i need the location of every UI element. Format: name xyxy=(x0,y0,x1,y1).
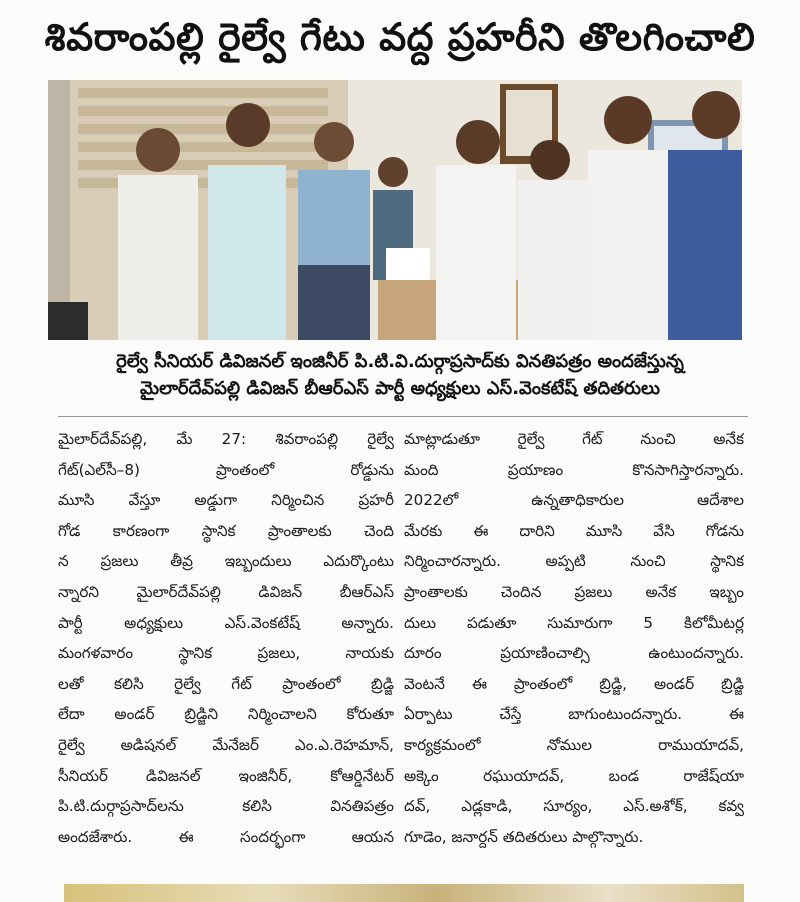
text-line: 2022లో ఉన్నతాధికారుల ఆదేశాల xyxy=(404,491,744,510)
text-line: అందజేశారు. ఈ సందర్భంగా ఆయన xyxy=(58,827,394,846)
text-line: దూరం ప్రయాణించాల్సి ఉంటుందన్నారు. xyxy=(404,644,744,663)
text-line: ప్రాంతాలకు చెందిన ప్రజలు అనేక ఇబ్బం xyxy=(404,582,744,601)
group-handing-over-memorandum-photo xyxy=(48,80,742,340)
text-line: న్నారని మైలార్‌దేవ్‌పల్లి డివిజన్ బీఆర్ఎస్ xyxy=(58,582,394,601)
photo-caption xyxy=(40,348,760,402)
news-photo xyxy=(48,80,742,340)
text-line: మేరకు ఈ దారిని మూసి వేసి గోడను xyxy=(404,521,744,540)
text-line: మైలార్‌దేవ్‌పల్లి, మే 27: శివరాంపల్లి రైల్వే xyxy=(58,430,394,448)
divider-line xyxy=(58,416,748,417)
caption-line-2: మైలార్‌దేవ్‌పల్లి డివిజన్ బీఆర్ఎస్ పార్టీ అధ్యక్షులు ఎస్.వెంకటేష్ తదితరులు xyxy=(140,378,660,399)
text-line: నిర్మించారన్నారు. అప్పటి నుంచి స్థానిక xyxy=(404,552,744,571)
text-line: పార్టీ అధ్యక్షులు ఎస్.వెంకటేష్ అన్నారు. xyxy=(58,613,394,632)
text-line: ఏర్పాటు చేస్తే బాగుంటుందన్నారు. ఈ xyxy=(404,705,744,724)
text-line: మంది ప్రయాణం కొనసాగిస్తారన్నారు. xyxy=(404,460,744,479)
text-line: రైల్వే అడిషనల్ మేనేజర్ ఎం.ఎ.రెహమాన్, xyxy=(58,735,394,754)
caption-line-1: రైల్వే సీనియర్ డివిజనల్ ఇంజినీర్ పి.టి.వి.దుర్గాప్రసాద్‌కు వినతిపత్రం అందజేస్తున్న xyxy=(116,351,684,372)
text-line: కార్యక్రమంలో నోముల రాముయాదవ్, xyxy=(404,735,744,754)
text-line: గోడ కారణంగా స్థానిక ప్రాంతాలకు చెంది xyxy=(58,521,394,540)
text-line: దవ్, ఎడ్లకాడి, సూర్యం, ఎస్.అశోక్, కవ్వ xyxy=(404,797,744,816)
text-line: మాట్లాడుతూ రైల్వే గేట్ నుంచి అనేక xyxy=(404,430,744,448)
text-line: సీనియర్ డివిజనల్ ఇంజినీర్, కోఆర్డినేటర్ xyxy=(58,766,394,785)
text-line: అక్కెం రఘుయాదవ్, బండ రాజేష్‌యా xyxy=(404,766,744,785)
text-line: లతో కలిసి రైల్వే గేట్ ప్రాంతంలో బ్రిడ్జి xyxy=(58,674,394,693)
text-line: గూడెం, జనార్దన్ తదితరులు పాల్గొన్నారు. xyxy=(404,827,644,846)
article-column-right xyxy=(404,424,744,852)
article-column-left xyxy=(58,424,394,852)
text-line: న ప్రజలు తీవ్ర ఇబ్బందులు ఎదుర్కొంటు xyxy=(58,552,394,571)
text-line: గేట్(ఎల్‌సీ–8) ప్రాంతంలో రోడ్డును xyxy=(58,460,394,479)
text-line: దులు పడుతూ సుమారుగా 5 కిలోమీటర్ల xyxy=(404,613,744,632)
headline: శివరాంపల్లి రైల్వే గేటు వద్ద ప్రహరీని తొలగించాలి xyxy=(44,15,756,59)
text-line: వెంటనే ఈ ప్రాంతంలో బ్రిడ్జి, అండర్ బ్రిడ్జి xyxy=(404,674,744,693)
text-line: లేదా అండర్ బ్రిడ్జిని నిర్మించాలని కోరుతూ xyxy=(58,705,394,724)
text-line: మూసి వేస్తూ అడ్డుగా నిర్మించిన ప్రహరీ xyxy=(58,491,394,510)
next-article-photo-strip xyxy=(64,884,744,902)
text-line: మంగళవారం స్థానిక ప్రజలు, నాయకు xyxy=(58,644,394,663)
text-line: పి.టి.దుర్గాప్రసాద్‌లను కలిసి వినతిపత్రం xyxy=(58,797,394,816)
